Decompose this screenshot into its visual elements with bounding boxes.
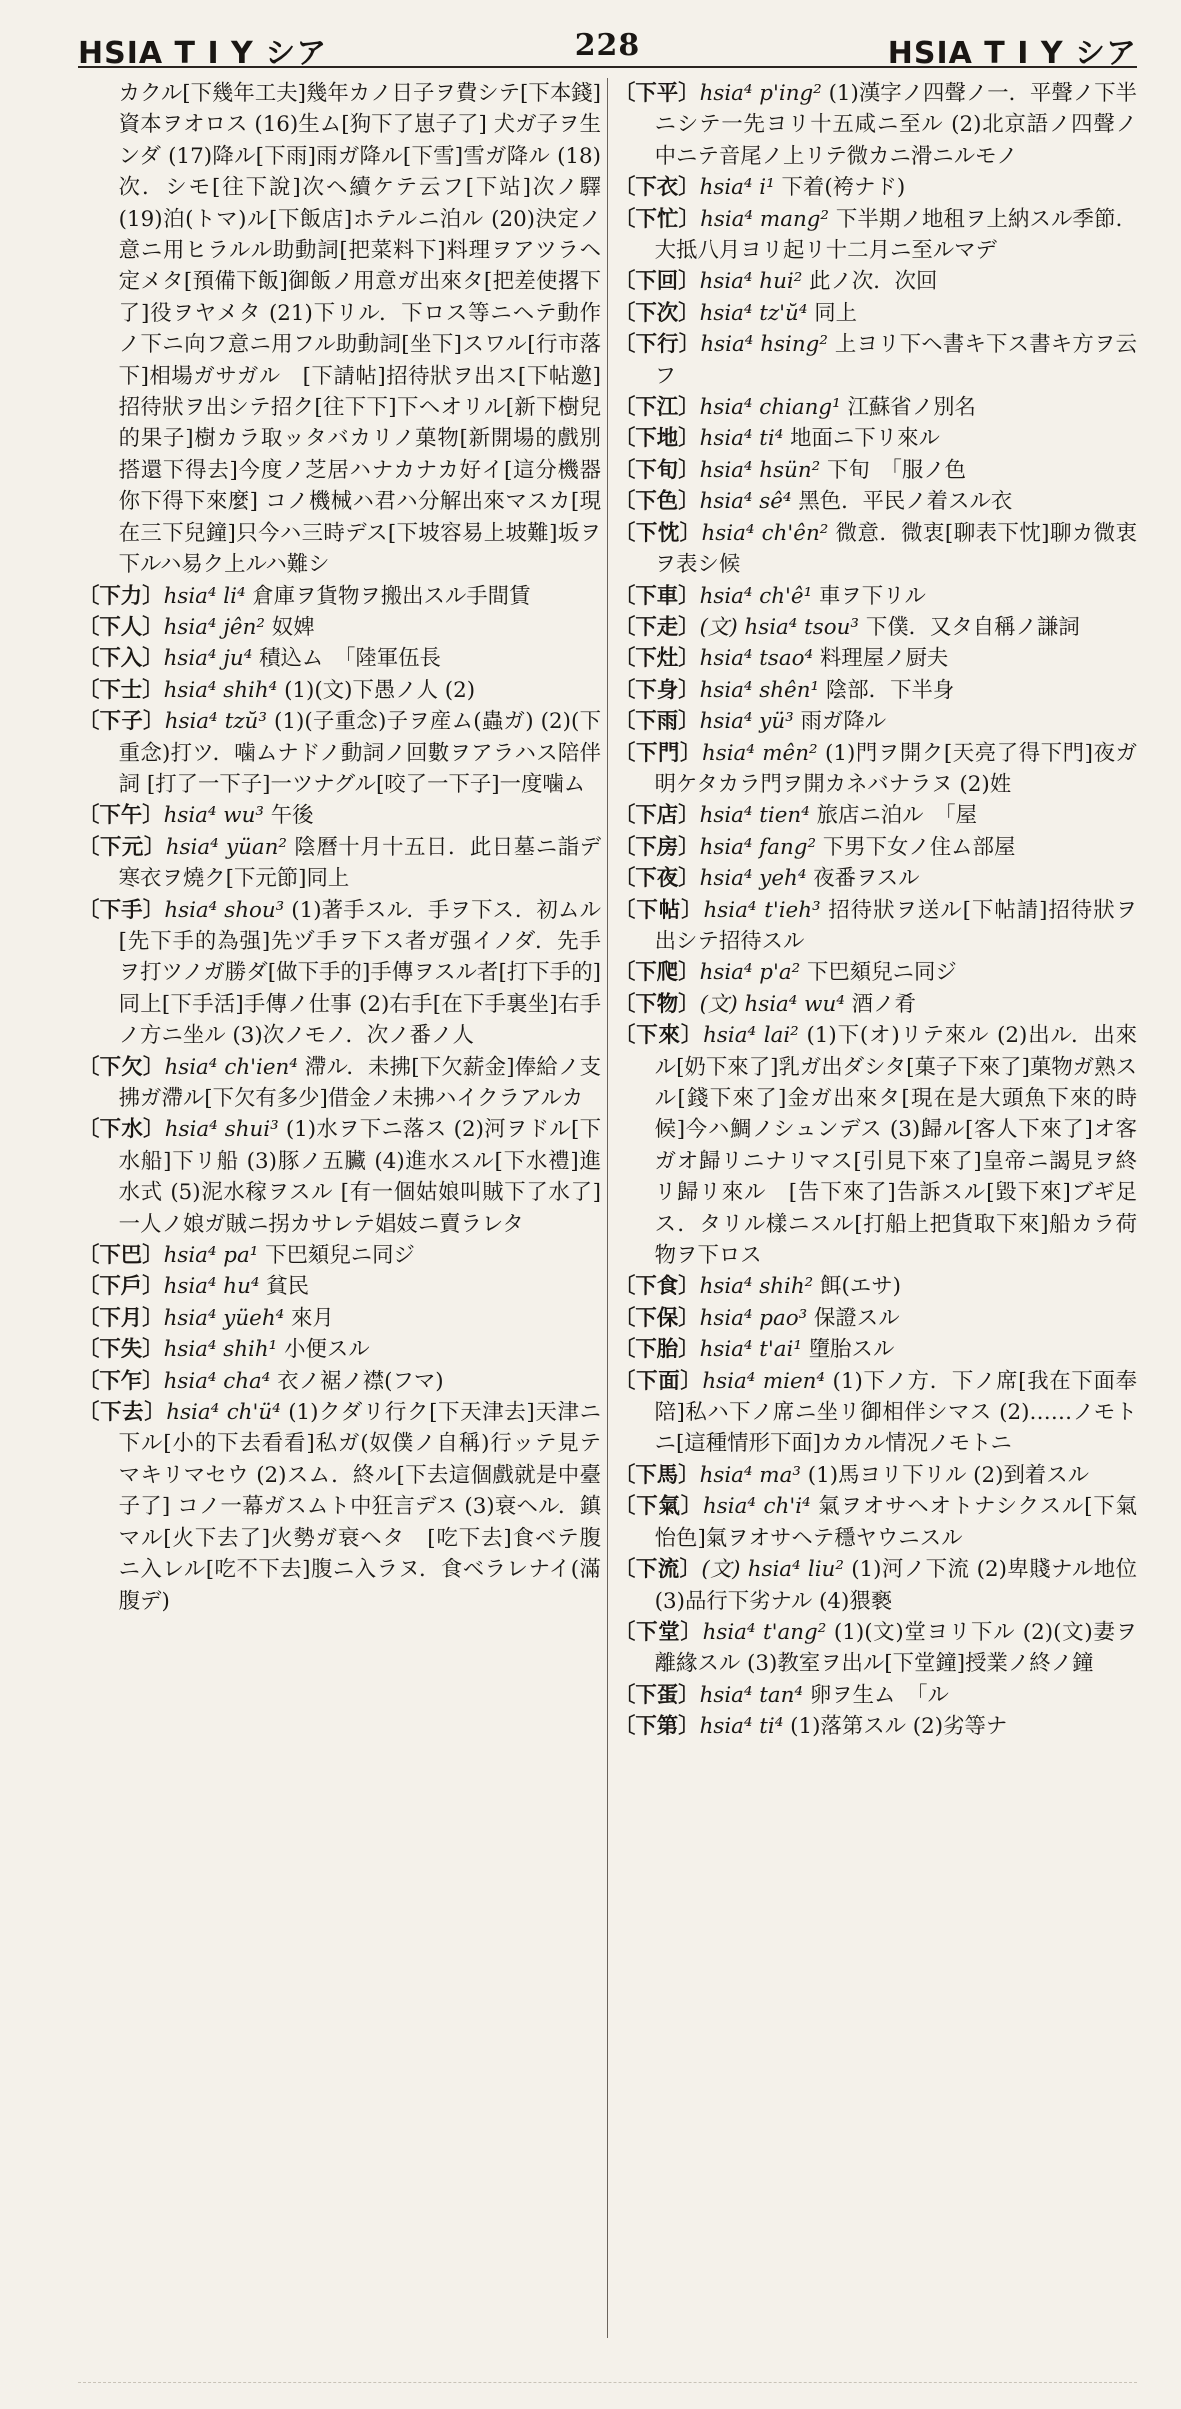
- dictionary-entry: [78, 706, 601, 800]
- entry-headword: 〔下蛋〕: [614, 1682, 700, 1708]
- dictionary-entry: [614, 675, 1137, 706]
- entry-romanization: hsia⁴ ma³: [699, 1462, 801, 1488]
- entry-romanization: hsia⁴ p'a²: [699, 960, 801, 986]
- dictionary-entry: [614, 832, 1137, 863]
- entry-headword: 〔下房〕: [614, 834, 700, 860]
- entry-headword: 〔下夜〕: [614, 866, 700, 892]
- entry-headword: 〔下流〕: [614, 1557, 702, 1583]
- dictionary-entry: [614, 957, 1137, 988]
- dictionary-entry: [614, 1617, 1137, 1680]
- dictionary-entry: [614, 1554, 1137, 1617]
- entry-romanization: hsia⁴ lai²: [703, 1023, 799, 1049]
- entry-headword: 〔下馬〕: [614, 1462, 700, 1488]
- entry-definition: (1)(文)下愚ノ人 (2): [284, 677, 476, 703]
- entry-romanization: hsia⁴ mien⁴: [702, 1368, 825, 1394]
- entry-romanization: hsia⁴ t'ai¹: [699, 1337, 802, 1363]
- entry-headword: 〔下旬〕: [614, 457, 700, 483]
- dictionary-entry: [614, 1334, 1137, 1365]
- entry-headword: 〔下氣〕: [614, 1494, 703, 1520]
- entry-headword: 〔下地〕: [614, 426, 700, 452]
- entry-definition: 積込ム 「陸軍伍長: [259, 646, 441, 672]
- entry-romanization: hsia⁴ shên¹: [699, 677, 820, 703]
- entry-romanization: hsia⁴ ch'ien⁴: [164, 1054, 298, 1080]
- entry-definition: 車ヲ下リル: [818, 583, 926, 609]
- entry-headword: 〔下食〕: [614, 1274, 700, 1300]
- entry-definition: (1)水ヲ下ニ落ス (2)河ヲドル[下水船]下リ船 (3)豚ノ五臟 (4)進水スル[下水禮]進水式 (5)泥水稼ヲスル [有一個姑娘叫賊下了水了]一人ノ娘ガ賊ニ拐カサレテ娼妓ニ賣ラレタ: [118, 1117, 601, 1237]
- entry-romanization: hsia⁴ ti⁴: [699, 426, 784, 452]
- entry-definition: 滯ル．未拂[下欠薪金]俸給ノ支拂ガ滯ル[下欠有多少]借金ノ未拂ハイクラアルカ: [118, 1054, 601, 1111]
- entry-definition: (1)(子重念)子ヲ産ム(蟲ガ) (2)(下重念)打ツ．噛ムナドノ動詞ノ回數ヲアラハス陪伴詞 [打了一下子]一ツナグル[咬了一下子]一度噛ム: [118, 709, 601, 797]
- entry-definition: 酒ノ肴: [851, 991, 916, 1017]
- entry-romanization: hsia⁴ ch'ü⁴: [166, 1400, 281, 1426]
- left-column: [78, 78, 601, 2338]
- entry-definition: (1)河ノ下流 (2)卑賤ナル地位 (3)品行下劣ナル (4)猥褻: [654, 1557, 1137, 1614]
- entry-definition: カクル[下幾年工夫]幾年カノ日子ヲ費シテ[下本錢]資本ヲオロス (16)生ム[狗下了崽子了] 犬ガ子ヲ生ンダ (17)降ル[下雨]雨ガ降ル[下雪]雪ガ降ル (18)次．シモ[往下說]次ヘ續ケテ云フ[下站]次ノ驛 (19)泊(トマ)ル[下飯店]ホテルニ泊ル (20)決定ノ意ニ用ヒラルル助動詞[把菜料下]料理ヲアツラヘ定メタ[預備下飯]御飯ノ用意ガ出來タ[把差使撂下了]役ヲヤメタ (21)下リル．下ロス等ニヘテ動作ノ下ニ向フ意ニ用フル助動詞[坐下]スワル[行市落下]相場ガサガル [下請帖]招待狀ヲ出ス[下帖邀]招待狀ヲ出シテ招ク[往下下]下ヘオリル[新下樹兒的果子]樹カラ取ッタバカリノ菓物[新開場的戲別搭還下得去]今度ノ芝居ハナカナカ好イ[這分機器你下得下來麼] コノ機械ハ君ハ分解出來マスカ[現在三下兒鐘]只今ハ三時デス[下坡容易上坡難]坂ヲ下ルハ易ク上ルハ難シ: [118, 81, 601, 578]
- entry-definition: 來月: [291, 1305, 334, 1331]
- entry-definition: 下僕．又タ自稱ノ謙詞: [865, 614, 1080, 640]
- entry-romanization: hsia⁴ sê⁴: [699, 489, 792, 515]
- dictionary-entry: [614, 329, 1137, 392]
- entry-romanization: hsia⁴ yüan²: [165, 834, 288, 860]
- entry-romanization: hsia⁴ shih²: [699, 1274, 814, 1300]
- entry-romanization: hsia⁴ tsao⁴: [699, 646, 814, 672]
- entry-definition: 此ノ次．次回: [809, 269, 938, 295]
- entry-romanization: (文) hsia⁴ tsou³: [699, 614, 859, 640]
- entry-definition: 招待狀ヲ送ル[下帖請]招待狀ヲ出シテ招待スル: [654, 897, 1137, 954]
- entry-definition: 下着(袴ナド): [781, 175, 906, 201]
- dictionary-entry: [614, 204, 1137, 267]
- entry-definition: 氣ヲオサヘオトナシクスル[下氣怡色]氣ヲオサヘテ穩ヤウニスル: [654, 1494, 1137, 1551]
- entry-definition: 料理屋ノ厨夫: [819, 646, 949, 672]
- entry-romanization: hsia⁴ hsing²: [700, 332, 828, 358]
- entry-definition: 下巴頦兒ニ同ジ: [807, 960, 957, 986]
- entry-headword: 〔下面〕: [614, 1368, 703, 1394]
- dictionary-entry: [78, 1114, 601, 1240]
- entry-romanization: hsia⁴ ch'ê¹: [699, 583, 813, 609]
- dictionary-entry: [614, 1303, 1137, 1334]
- entry-romanization: hsia⁴ i¹: [699, 175, 775, 201]
- entry-headword: 〔下手〕: [78, 897, 165, 923]
- entry-romanization: hsia⁴ wu³: [163, 803, 264, 829]
- dictionary-entry: [78, 895, 601, 1052]
- entry-headword: 〔下身〕: [614, 677, 700, 703]
- entry-headword: 〔下士〕: [78, 677, 164, 703]
- entry-definition: 午後: [270, 803, 314, 829]
- entry-definition: 衣ノ裾ノ襟(フマ): [277, 1368, 444, 1394]
- entry-definition: 倉庫ヲ貨物ヲ搬出スル手間賃: [252, 583, 531, 609]
- entry-romanization: hsia⁴ ju⁴: [163, 646, 253, 672]
- entry-headword: 〔下保〕: [614, 1305, 700, 1331]
- entry-romanization: hsia⁴ tan⁴: [699, 1682, 804, 1708]
- header-left-guide: HSIA T Ⅰ Y シア: [78, 36, 328, 71]
- dictionary-entry: [78, 78, 601, 581]
- entry-romanization: hsia⁴ tzŭ³: [164, 709, 267, 735]
- entry-definition: 地面ニ下リ來ル: [790, 426, 940, 452]
- dictionary-entry: [614, 172, 1137, 203]
- entry-romanization: hsia⁴ t'ieh³: [703, 897, 821, 923]
- entry-headword: 〔下堂〕: [614, 1619, 703, 1645]
- entry-definition: 雨ガ降ル: [800, 709, 887, 735]
- entry-definition: 下男下女ノ住ム部屋: [822, 834, 1016, 860]
- entry-headword: 〔下灶〕: [614, 646, 700, 672]
- entry-definition: 同上: [814, 300, 858, 326]
- dictionary-entry: [78, 1366, 601, 1397]
- dictionary-entry: [614, 895, 1137, 958]
- entry-romanization: hsia⁴ yü³: [699, 709, 794, 735]
- dictionary-entry: [614, 423, 1137, 454]
- dictionary-entry: [78, 1240, 601, 1271]
- entry-definition: 微意．微衷[聊表下忱]聊カ微衷ヲ表シ候: [654, 520, 1137, 578]
- dictionary-entry: [78, 643, 601, 674]
- entry-headword: 〔下江〕: [614, 395, 700, 421]
- entry-headword: 〔下次〕: [614, 300, 700, 326]
- dictionary-entry: [78, 581, 601, 612]
- dictionary-entry: [614, 455, 1137, 486]
- dictionary-entry: [614, 1020, 1137, 1271]
- entry-headword: 〔下色〕: [614, 489, 700, 515]
- entry-romanization: hsia⁴ hu⁴: [163, 1274, 260, 1300]
- page-number: 228: [574, 28, 641, 63]
- entry-definition: (1)馬ヨリ下リル (2)到着スル: [807, 1462, 1090, 1488]
- entry-romanization: hsia⁴ ch'ên²: [701, 520, 829, 546]
- dictionary-entry: [78, 1397, 601, 1617]
- entry-definition: 陰曆十月十五日．此日墓ニ詣デ寒衣ヲ燒ク[下元節]同上: [118, 834, 601, 892]
- entry-romanization: hsia⁴ pao³: [699, 1305, 808, 1331]
- entry-headword: 〔下物〕: [614, 991, 700, 1017]
- entry-definition: 黑色．平民ノ着スル衣: [798, 489, 1013, 515]
- dictionary-entry: [614, 518, 1137, 581]
- entry-definition: 上ヨリ下ヘ書キ下ス書キ方ヲ云フ: [654, 332, 1137, 389]
- dictionary-entry: [614, 266, 1137, 297]
- dictionary-entry: [78, 1303, 601, 1334]
- entry-headword: 〔下平〕: [614, 81, 700, 106]
- entry-headword: 〔下戶〕: [78, 1274, 164, 1300]
- dictionary-entry: [78, 612, 601, 643]
- entry-definition: 下半期ノ地租ヲ上納スル季節．大抵八月ヨリ起リ十二月ニ至ルマデ: [654, 206, 1137, 264]
- entry-romanization: hsia⁴ hsün²: [699, 457, 821, 483]
- entry-headword: 〔下胎〕: [614, 1337, 700, 1363]
- entry-romanization: hsia⁴ shui³: [164, 1117, 279, 1143]
- entry-romanization: hsia⁴ li⁴: [163, 583, 246, 609]
- entry-definition: 江蘇省ノ別名: [847, 395, 976, 421]
- entry-headword: 〔下車〕: [614, 583, 700, 609]
- right-column: [607, 78, 1137, 2338]
- dictionary-entry: [78, 1271, 601, 1302]
- entry-headword: 〔下來〕: [614, 1023, 704, 1049]
- entry-headword: 〔下帖〕: [614, 897, 704, 923]
- entry-romanization: (文) hsia⁴ liu²: [701, 1557, 844, 1583]
- entry-headword: 〔下店〕: [614, 803, 700, 829]
- entry-romanization: hsia⁴ cha⁴: [163, 1368, 271, 1394]
- entry-definition: (1)クダリ行ク[下天津去]天津ニ下ル[小的下去看看]私ガ(奴僕ノ自稱)行ッテ見テマキリマセウ (2)スム．終ル[下去這個戲就是中臺子了] コノ一幕ガスムト中狂言デス (3)衰ヘル．鎮マル[火下去了]火勢ガ衰ヘタ [吃下去]食ベテ腹ニ入レル[吃不下去]腹ニ入ラヌ．食ベラレナイ(滿腹デ): [118, 1400, 601, 1614]
- dictionary-entry: [78, 675, 601, 706]
- page-header: [78, 22, 1137, 71]
- entry-definition: 卵ヲ生ム 「ル: [809, 1682, 949, 1708]
- page-bottom-edge: [78, 2382, 1137, 2385]
- dictionary-entry: [614, 1271, 1137, 1302]
- dictionary-entry: [614, 1711, 1137, 1742]
- entry-definition: (1)門ヲ開ク[天亮了得下門]夜ガ明ケタカラ門ヲ開カネバナラヌ (2)姓: [654, 740, 1137, 797]
- entry-definition: 旅店ニ泊ル 「屋: [816, 803, 977, 829]
- dictionary-entry: [614, 612, 1137, 643]
- entry-romanization: hsia⁴ shih¹: [163, 1337, 278, 1363]
- dictionary-entry: [614, 581, 1137, 612]
- entry-headword: 〔下行〕: [614, 332, 701, 358]
- entry-romanization: hsia⁴ ti⁴: [699, 1714, 784, 1740]
- entry-romanization: hsia⁴ chiang¹: [699, 395, 841, 421]
- entry-definition: (1)落第スル (2)劣等ナ: [790, 1714, 1008, 1740]
- dictionary-entry: [614, 863, 1137, 894]
- dictionary-entry: [614, 486, 1137, 517]
- entry-headword: 〔下第〕: [614, 1714, 700, 1740]
- entry-definition: 貧民: [266, 1274, 310, 1300]
- entry-definition: 小便スル: [284, 1337, 370, 1363]
- entry-romanization: (文) hsia⁴ wu⁴: [699, 991, 845, 1017]
- entry-headword: 〔下爬〕: [614, 960, 700, 986]
- entry-romanization: hsia⁴ yeh⁴: [699, 866, 807, 892]
- entry-headword: 〔下力〕: [78, 583, 164, 609]
- entry-headword: 〔下失〕: [78, 1337, 164, 1363]
- entry-romanization: hsia⁴ mên²: [701, 740, 818, 766]
- dictionary-entry: [614, 1460, 1137, 1491]
- entry-headword: 〔下走〕: [614, 614, 700, 640]
- entry-definition: 下旬 「服ノ色: [827, 457, 967, 483]
- entry-definition: (1)著手スル．手ヲ下ス．初ムル[先下手的為强]先ヅ手ヲ下ス者ガ强イノダ．先手ヲ打ツノガ勝ダ[做下手的]手傳ヲスル者[打下手的]同上[下手活]手傳ノ仕事 (2)右手[在下手裏坐]右手ノ方ニ坐ル (3)次ノモノ．次ノ番ノ人: [118, 897, 601, 1049]
- entry-romanization: hsia⁴ ch'i⁴: [702, 1494, 811, 1520]
- dictionary-entry: [614, 1680, 1137, 1711]
- entry-headword: 〔下午〕: [78, 803, 164, 829]
- entry-definition: (1)漢字ノ四聲ノ一．平聲ノ下半ニシテ一先ヨリ十五咸ニ至ル (2)北京語ノ四聲ノ中ニテ音尾ノ上リテ微カニ滑ニルモノ: [654, 81, 1137, 169]
- dictionary-entry: [614, 738, 1137, 801]
- entry-definition: 保證スル: [814, 1305, 900, 1331]
- entry-definition: 下巴頦兒ニ同ジ: [265, 1243, 415, 1269]
- entry-romanization: hsia⁴ fang²: [699, 834, 817, 860]
- entry-definition: 餌(エサ): [820, 1274, 901, 1300]
- entry-definition: 陰部．下半身: [825, 677, 955, 703]
- dictionary-entry: [78, 832, 601, 895]
- entry-romanization: hsia⁴ hui²: [699, 269, 803, 295]
- dictionary-entry: [614, 643, 1137, 674]
- entry-romanization: hsia⁴ tien⁴: [699, 803, 810, 829]
- entry-headword: 〔下回〕: [614, 269, 700, 295]
- entry-headword: 〔下乍〕: [78, 1368, 164, 1394]
- entry-headword: 〔下欠〕: [78, 1054, 165, 1080]
- dictionary-entry: [614, 800, 1137, 831]
- entry-definition: (1)下(オ)リテ來ル (2)出ル．出來ル[奶下來了]乳ガ出ダシタ[菓子下來了]菓物ガ熟スル[錢下來了]金ガ出來タ[現在是大頭魚下來的時候]今ハ鯛ノシュンデス (3)歸ル[客人下來了]オ客ガオ歸リニナリマス[引見下來了]皇帝ニ謁見ヲ終リ歸リ來ル [告下來了]告訴スル[毀下來]ブギ足ス．タリル樣ニスル[打船上把貨取下來]船カラ荷物ヲ下ロス: [654, 1023, 1137, 1269]
- entry-romanization: hsia⁴ shou³: [164, 897, 285, 923]
- entry-headword: 〔下元〕: [78, 834, 166, 860]
- entry-headword: 〔下水〕: [78, 1117, 165, 1143]
- dictionary-entry: [614, 1366, 1137, 1460]
- entry-headword: 〔下忱〕: [614, 520, 702, 546]
- columns: [78, 78, 1137, 2338]
- dictionary-entry: [614, 78, 1137, 172]
- entry-romanization: hsia⁴ tz'ŭ⁴: [699, 300, 808, 326]
- dictionary-entry: [614, 989, 1137, 1020]
- entry-headword: 〔下巴〕: [78, 1243, 164, 1269]
- entry-romanization: hsia⁴ yüeh⁴: [163, 1305, 285, 1331]
- dictionary-entry: [614, 1491, 1137, 1554]
- dictionary-entry: [614, 706, 1137, 737]
- entry-headword: 〔下月〕: [78, 1305, 164, 1331]
- header-right-guide: HSIA T Ⅰ Y シア: [887, 36, 1137, 71]
- entry-headword: 〔下人〕: [78, 614, 164, 640]
- entry-headword: 〔下入〕: [78, 646, 164, 672]
- entry-headword: 〔下忙〕: [614, 206, 701, 232]
- entry-romanization: hsia⁴ mang²: [700, 206, 829, 232]
- dictionary-entry: [614, 298, 1137, 329]
- entry-headword: 〔下子〕: [78, 709, 165, 735]
- entry-headword: 〔下門〕: [614, 740, 702, 766]
- entry-definition: (1)(文)堂ヨリ下ル (2)(文)妻ヲ離緣スル (3)教室ヲ出ル[下堂鐘]授業ノ終ノ鐘: [654, 1619, 1137, 1677]
- dictionary-entry: [78, 1052, 601, 1115]
- entry-headword: 〔下去〕: [78, 1400, 167, 1426]
- dictionary-entry: [78, 800, 601, 831]
- entry-definition: 奴婢: [271, 614, 315, 640]
- dictionary-entry: [614, 392, 1137, 423]
- entry-definition: (1)下ノ方．下ノ席[我在下面奉陪]私ハ下ノ席ニ坐リ御相伴シマス (2)……ノモトニ[這種情形下面]カカル情况ノモトニ: [654, 1368, 1137, 1457]
- entry-romanization: hsia⁴ pa¹: [163, 1243, 259, 1269]
- entry-headword: 〔下雨〕: [614, 709, 700, 735]
- entry-definition: 墮胎スル: [808, 1337, 895, 1363]
- entry-romanization: hsia⁴ p'ing²: [699, 81, 822, 106]
- entry-definition: 夜番ヲスル: [813, 866, 920, 892]
- entry-romanization: hsia⁴ t'ang²: [702, 1619, 827, 1645]
- entry-romanization: hsia⁴ jên²: [163, 614, 265, 640]
- entry-romanization: hsia⁴ shih⁴: [163, 677, 278, 703]
- dictionary-entry: [78, 1334, 601, 1365]
- entry-headword: 〔下衣〕: [614, 175, 700, 201]
